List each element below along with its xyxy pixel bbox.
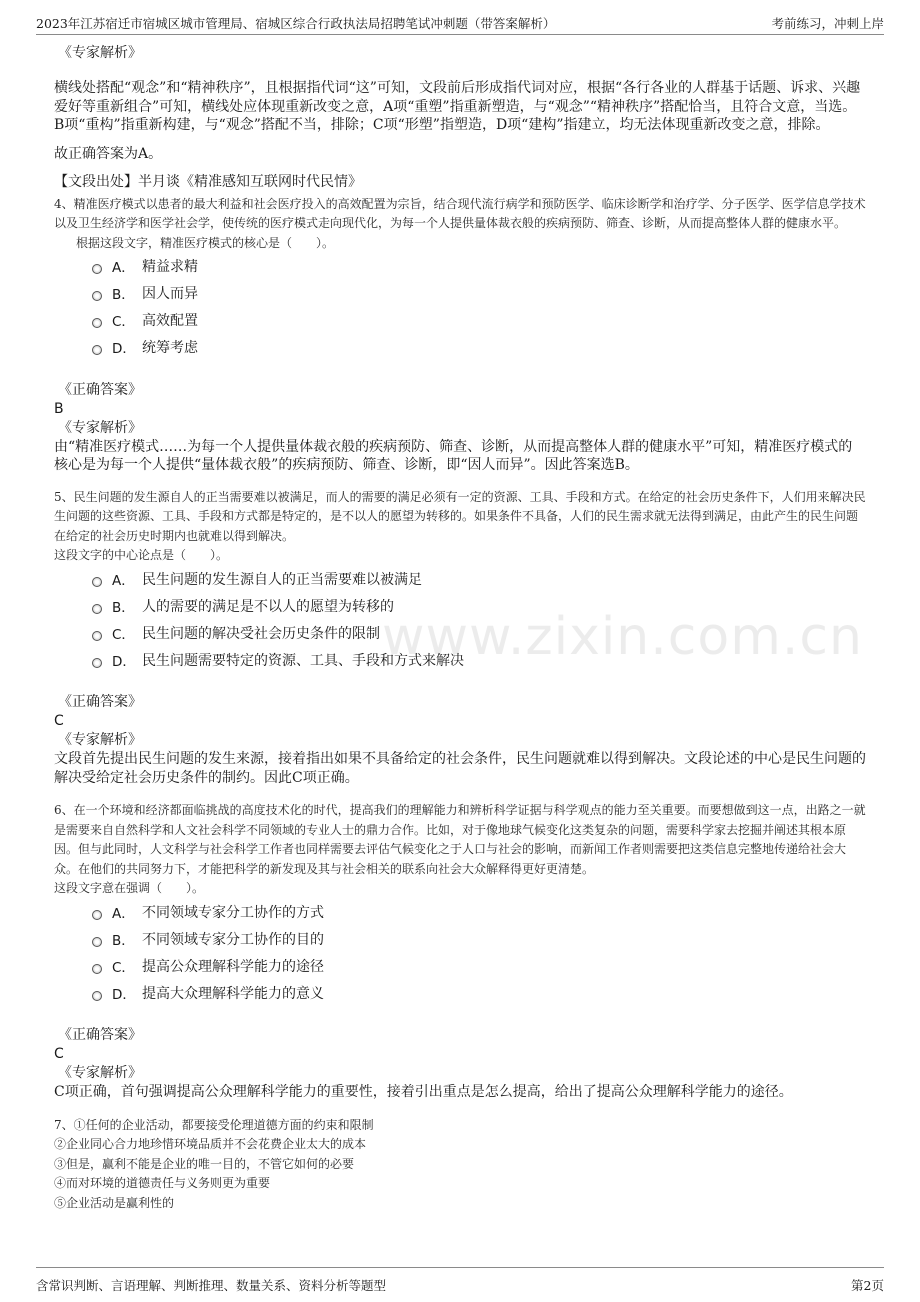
answer-value: C — [54, 713, 64, 729]
option-b[interactable] — [92, 925, 866, 952]
option-text: 不同领域专家分工协作的方式 — [142, 904, 324, 921]
statement-line: ⑤企业活动是赢利性的 — [54, 1195, 175, 1210]
option-letter: C． — [112, 959, 135, 976]
header-slogan: 考前练习，冲刺上岸 — [771, 16, 884, 31]
analysis-text: C项正确，首句强调提高公众理解科学能力的重要性，接着引出重点是怎么提高，给出了提高公众理解科学能力的途径。 — [54, 1084, 793, 1100]
page-footer — [36, 1267, 884, 1294]
question-4 — [54, 195, 866, 475]
analysis-text: 横线处搭配“观念”和“精神秩序”，且根据指代词“这”可知，文段前后形成指代词对应，根据“各行各业的人群基于话题、诉求、兴趣爱好等重新组合”可知，横线处应体现重新改变之意，A项“重塑”指重新塑造，与“观念”“精神秩序”搭配恰当，且符合文意，当选。B项“重构”指重新构建，与“观念”搭配不当，排除；C项“形塑”指塑造，D项“建构”指建立，均无法体现重新改变之意，排除。 — [54, 80, 861, 133]
option-letter: B． — [112, 599, 135, 616]
option-text: 精益求精 — [142, 259, 198, 275]
question-text: 5、民生问题的发生源自人的正当需要难以被满足，而人的需要的满足必须有一定的资源、工具、手段和方式。在给定的社会历史条件下，人们用来解决民生问题的这些资源、工具、手段和方式都是特定的，是不以人的愿望为转移的。如果条件不具备，人们的民生需求就无法得到满足，由此产生的民生问题在给定的社会历史时期内也就难以得到解决。 — [54, 489, 866, 543]
option-text: 因人而异 — [142, 286, 198, 302]
option-text: 不同领域专家分工协作的目的 — [142, 931, 324, 948]
option-c[interactable] — [92, 307, 866, 334]
answer-conclusion: 故正确答案为A。 — [54, 145, 163, 162]
option-d[interactable] — [92, 979, 866, 1006]
radio-icon[interactable] — [92, 991, 102, 1001]
question-prompt: 这段文字的中心论点是（ ）。 — [54, 548, 229, 562]
option-text: 统筹考虑 — [142, 340, 198, 356]
answer-heading: 《正确答案》 — [58, 381, 142, 398]
question-text: 6、在一个环境和经济都面临挑战的高度技术化的时代，提高我们的理解能力和辨析科学证据与科学观点的能力至关重要。而要想做到这一点，出路之一就是需要来自自然科学和人文社会科学不同领域的专业人士的鼎力合作。比如，对于像地球气候变化这类复杂的问题，需要科学家去挖掘并阐述其根本原因。但与此同时，人文科学与社会科学工作者也同样需要去评估气候变化之于人口与社会的影响，而新闻工作者则需要把这类信息完整地传递给社会大众。在他们的共同努力下，才能把科学的新发现及其与社会相关的联系向社会大众解释得更好更清楚。 — [54, 803, 866, 876]
option-text: 高效配置 — [142, 313, 198, 329]
radio-icon[interactable] — [92, 910, 102, 920]
analysis-heading: 《专家解析》 — [58, 732, 142, 748]
radio-icon[interactable] — [92, 937, 102, 947]
option-b[interactable] — [92, 592, 866, 619]
answer-heading: 《正确答案》 — [58, 1027, 142, 1043]
option-a[interactable] — [92, 253, 866, 280]
text-source: 【文段出处】半月谈《精准感知互联网时代民情》 — [54, 174, 362, 190]
option-d[interactable] — [92, 334, 866, 361]
option-c[interactable] — [92, 952, 866, 979]
statement-line: ④而对环境的道德责任与义务则更为重要 — [54, 1176, 271, 1190]
page-number: 第2页 — [851, 1278, 884, 1293]
question-6 — [54, 801, 866, 1102]
answer-heading: 《正确答案》 — [58, 694, 142, 710]
option-d[interactable] — [92, 646, 866, 673]
radio-icon[interactable] — [92, 318, 102, 328]
option-list — [54, 565, 866, 673]
footer-note: 含常识判断、言语理解、判断推理、数量关系、资料分析等题型 — [36, 1278, 387, 1293]
option-letter: D． — [112, 986, 136, 1003]
question-5 — [54, 488, 866, 788]
radio-icon[interactable] — [92, 631, 102, 641]
question-prompt: 根据这段文字，精准医疗模式的核心是（ ）。 — [76, 235, 335, 250]
option-list — [54, 253, 866, 361]
option-letter: D． — [112, 341, 136, 357]
watermark: www.zixin.com.cn — [382, 607, 863, 667]
option-text: 提高大众理解科学能力的意义 — [142, 985, 324, 1002]
statement-line: 7、①任何的企业活动，都要接受伦理道德方面的约束和限制 — [54, 1117, 374, 1132]
radio-icon[interactable] — [92, 345, 102, 355]
analysis-heading: 《专家解析》 — [58, 45, 142, 61]
page-header — [36, 8, 884, 35]
statement-line: ②企业同心合力地珍惜环境品质并不会花费企业太大的成本 — [54, 1137, 367, 1151]
option-letter: C． — [112, 314, 135, 330]
radio-icon[interactable] — [92, 658, 102, 668]
header-title: 2023年江苏宿迁市宿城区城市管理局、宿城区综合行政执法局招聘笔试冲刺题（带答案解析） — [36, 16, 556, 31]
option-letter: D． — [112, 653, 136, 670]
analysis-heading: 《专家解析》 — [58, 1065, 142, 1081]
radio-icon[interactable] — [92, 604, 102, 614]
question-text: 4、精准医疗模式以患者的最大利益和社会医疗投入的高效配置为宗旨，结合现代流行病学和预防医学、临床诊断学和治疗学、分子医学、医学信息学技术以及卫生经济学和医学社会学，使传统的医疗模式走向现代化，为每一个人提供量体裁衣般的疾病预防、筛查、诊断，从而提高整体人群的健康水平。 — [54, 196, 866, 230]
option-text: 提高公众理解科学能力的途径 — [142, 958, 324, 975]
radio-icon[interactable] — [92, 964, 102, 974]
analysis-text: 文段首先提出民生问题的发生来源，接着指出如果不具备给定的社会条件，民生问题就难以得到解决。文段论述的中心是民生问题的解决受给定社会历史条件的制约。因此C项正确。 — [54, 751, 866, 786]
statement-line: ③但是，赢利不能是企业的唯一目的，不管它如何的必要 — [54, 1156, 355, 1171]
answer-value: B — [54, 400, 64, 417]
analysis-heading: 《专家解析》 — [58, 419, 142, 436]
option-letter: B． — [112, 932, 135, 949]
option-text: 民生问题的发生源自人的正当需要难以被满足 — [142, 571, 422, 588]
option-list — [54, 898, 866, 1006]
option-letter: A． — [112, 905, 135, 922]
question-7 — [54, 1116, 866, 1214]
option-letter: C． — [112, 626, 135, 643]
option-letter: B． — [112, 287, 135, 303]
option-a[interactable] — [92, 565, 866, 592]
option-text: 民生问题的解决受社会历史条件的限制 — [142, 625, 380, 642]
option-text: 民生问题需要特定的资源、工具、手段和方式来解决 — [142, 652, 464, 669]
question-3-tail — [54, 44, 866, 192]
option-letter: A． — [112, 572, 135, 589]
page-content — [54, 44, 866, 1213]
question-prompt: 这段文字意在强调（ ）。 — [54, 881, 205, 895]
option-c[interactable] — [92, 619, 866, 646]
option-letter: A． — [112, 260, 135, 276]
analysis-text: 由“精准医疗模式……为每一个人提供量体裁衣般的疾病预防、筛查、诊断，从而提高整体人群的健康水平”可知，精准医疗模式的核心是为每一个人提供“量体裁衣般”的疾病预防、筛查、诊断，即“因人而异”。因此答案选B。 — [54, 438, 853, 473]
option-a[interactable] — [92, 898, 866, 925]
answer-value: C — [54, 1046, 64, 1062]
radio-icon[interactable] — [92, 264, 102, 274]
radio-icon[interactable] — [92, 291, 102, 301]
option-text: 人的需要的满足是不以人的愿望为转移的 — [142, 598, 394, 615]
option-b[interactable] — [92, 280, 866, 307]
radio-icon[interactable] — [92, 577, 102, 587]
